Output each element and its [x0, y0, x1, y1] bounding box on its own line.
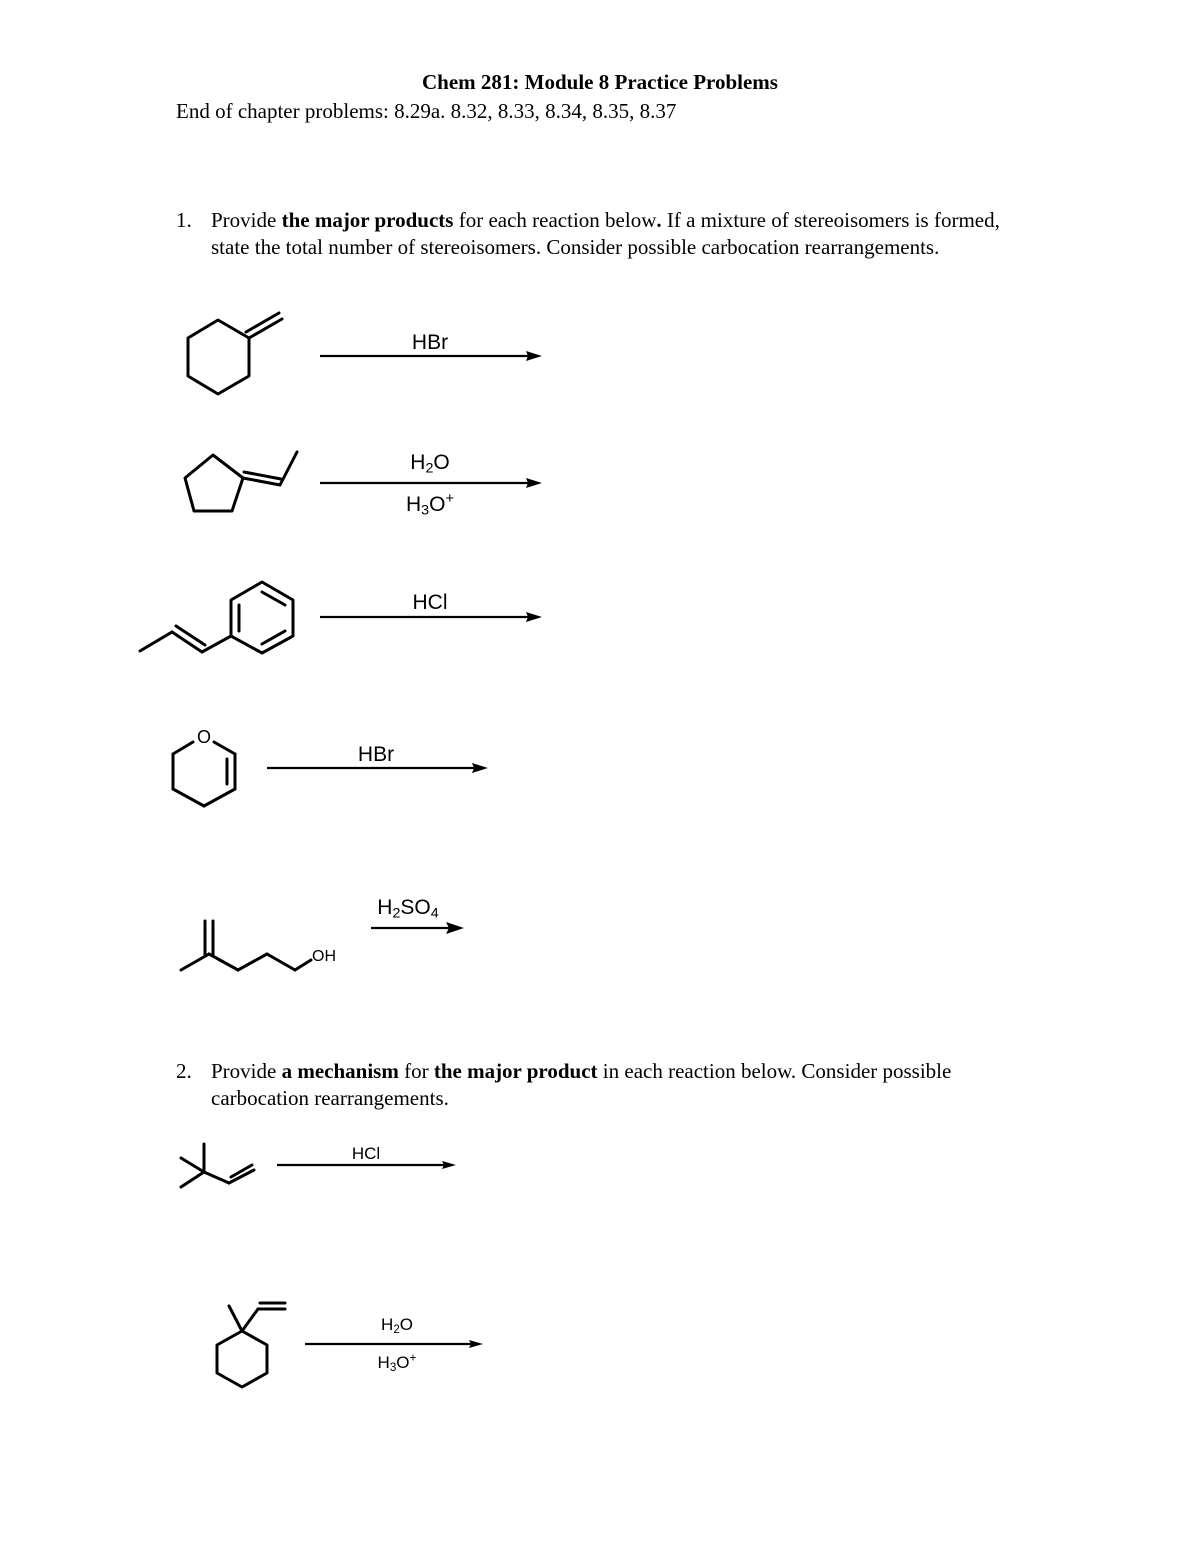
- problem-2-text-c: in each reaction below. Consider possible carbocation rearrangements.: [211, 1059, 952, 1110]
- r12-below-b: O: [429, 493, 446, 516]
- problem-2-text-b: for: [398, 1059, 434, 1083]
- problem-1-text: [211, 207, 1041, 261]
- problem-2-text-a: Provide: [211, 1059, 282, 1083]
- problem-1-text-c: If a mixture of stereoisomers is formed, state the total number of stereoisomers. Consider possible carbocation rearrangements.: [211, 208, 1000, 259]
- r12-above-b: O: [433, 451, 450, 474]
- r12-below-a: H: [405, 493, 422, 516]
- problem-2-bold-b: the major product: [433, 1059, 598, 1083]
- reaction-1-1-reagent: HBr: [411, 331, 449, 354]
- hydroxyl-label: OH: [312, 948, 336, 965]
- reaction-2-2-reagent-below: [297, 1350, 497, 1374]
- page-title: Chem 281: Module 8 Practice Problems: [422, 70, 778, 94]
- r15-sub2: 4: [430, 905, 439, 922]
- r22-above-b: O: [399, 1315, 413, 1334]
- r22-below-a: H: [377, 1353, 390, 1372]
- r22-below-b: O: [396, 1353, 410, 1372]
- reaction-1-5-reagent: [308, 896, 508, 920]
- reaction-1-3-reagent: HCl: [412, 591, 448, 614]
- r15-b: SO: [400, 896, 431, 919]
- problem-1-bold-b: .: [656, 208, 662, 232]
- r12-above-a: H: [410, 451, 426, 474]
- r22-above-sub: 2: [393, 1323, 400, 1336]
- reaction-2-1-reagent: HCl: [351, 1144, 381, 1163]
- r15-a: H: [377, 896, 393, 919]
- r22-below-sup: +: [409, 1350, 417, 1365]
- chapter-problems-line: End of chapter problems: 8.29a. 8.32, 8.33, 8.34, 8.35, 8.37: [176, 99, 677, 123]
- r12-below-sup: +: [445, 490, 455, 507]
- r12-below-sub: 3: [421, 502, 430, 519]
- reaction-2-2-reagent-above: [297, 1315, 497, 1335]
- r15-sub1: 2: [392, 905, 401, 922]
- problem-1-number: 1.: [176, 208, 192, 232]
- reaction-1-2-reagent-above: [330, 451, 530, 475]
- problem-2-bold-a: a mechanism: [281, 1059, 399, 1083]
- problem-1-text-a: Provide: [211, 208, 282, 232]
- reaction-1-4-reagent: HBr: [357, 743, 395, 766]
- problem-2: [176, 1058, 1056, 1114]
- ring-oxygen-label: O: [196, 727, 211, 747]
- reaction-1-2-reagent-below: [330, 490, 530, 519]
- r22-below-sub: 3: [389, 1361, 397, 1374]
- problem-1-text-b: for each reaction below: [453, 208, 657, 232]
- problem-1-bold-a: the major products: [281, 208, 454, 232]
- problem-1: [176, 207, 1056, 289]
- problem-2-number: 2.: [176, 1059, 192, 1083]
- r22-above-a: H: [381, 1315, 394, 1334]
- problem-2-text: [211, 1058, 1041, 1112]
- r12-above-sub: 2: [425, 460, 434, 477]
